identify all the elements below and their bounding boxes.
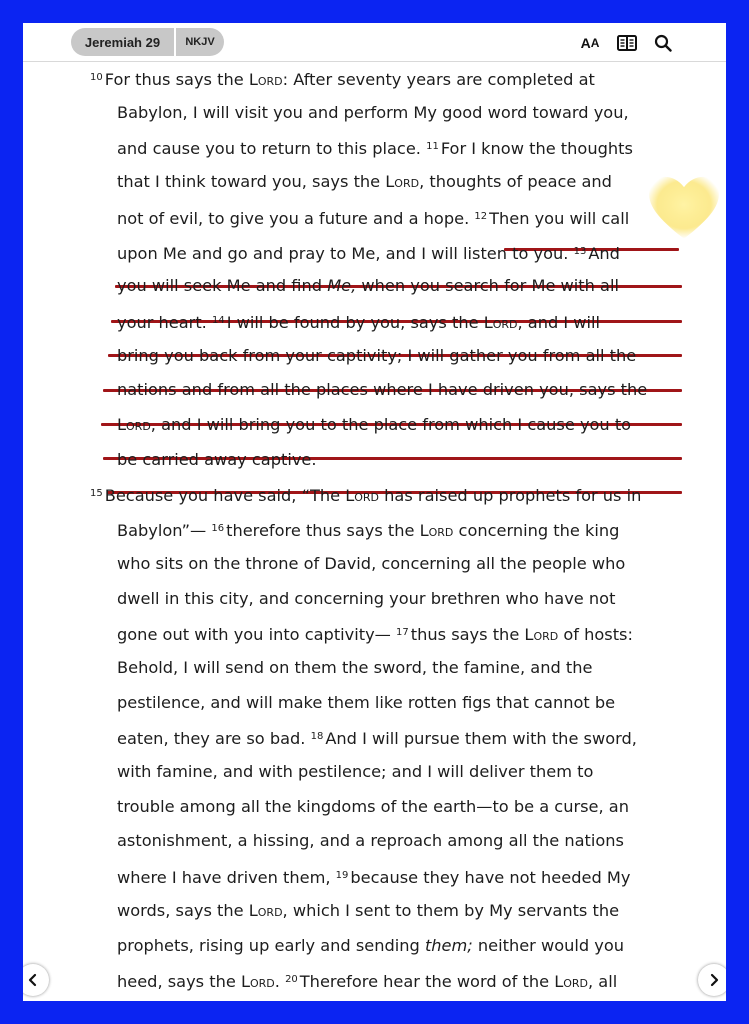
verse-text: words, says the: [117, 900, 249, 920]
verse-line: [117, 269, 619, 304]
book-chapter-selector[interactable]: Jeremiah 29: [71, 28, 174, 56]
verse-text: has raised up prophets for us in: [379, 486, 642, 506]
verse-text: not of evil, to give you a future and a hope.: [117, 208, 475, 228]
verse-text: pestilence, and will make them like rotten figs that cannot be: [117, 692, 616, 712]
verse-number: 11: [426, 141, 439, 153]
verse-text: trouble among all the kingdoms of the earth—to be a curse, an: [117, 796, 629, 816]
divine-name: Lord: [240, 972, 275, 992]
top-toolbar: [23, 23, 726, 62]
verse-line: [117, 755, 593, 790]
verse-line: [117, 304, 600, 339]
verse-line: [117, 96, 629, 131]
verse-text: Babylon, I will visit you and perform My good word toward you,: [117, 102, 629, 122]
verse-line: [117, 963, 617, 998]
verse-text: .: [274, 972, 286, 992]
verse-line: [117, 200, 629, 235]
verse-line: [117, 443, 317, 478]
verse-line: [117, 686, 615, 721]
italic-text: Me,: [327, 276, 357, 296]
scripture-text: [23, 61, 726, 1001]
verse-text: who sits on the throne of David, concerning all the people who: [117, 553, 626, 573]
verse-line: [117, 408, 631, 443]
verse-line: [117, 339, 636, 374]
verse-text: when you search for Me with all: [356, 276, 619, 296]
italic-text: them;: [424, 935, 473, 955]
verse-line: [117, 651, 592, 686]
font-size-label-big: A: [580, 35, 591, 51]
verse-text: where I have driven them,: [117, 868, 336, 888]
verse-text: And: [588, 243, 620, 263]
verse-line: [117, 582, 615, 617]
verse-text: , all: [588, 972, 618, 992]
verse-text: I will be found by you, says the: [226, 312, 484, 332]
verse-line: [117, 130, 633, 165]
verse-number: 19: [335, 870, 349, 882]
verse-line: [117, 165, 612, 200]
verse-text: thus says the: [410, 625, 525, 645]
verse-number: 16: [211, 523, 225, 535]
divine-name: Lord: [554, 972, 589, 992]
verse-text: you will seek Me and find: [117, 276, 328, 296]
divine-name: Lord: [117, 415, 151, 434]
verse-text: upon Me and go and pray to Me, and I will listen to you.: [117, 243, 574, 263]
divine-name: Lord: [524, 625, 559, 645]
verse-number: 13: [573, 245, 587, 257]
verse-text: and cause you to return to this place.: [117, 139, 427, 159]
verse-number: 18: [310, 731, 324, 743]
verse-text: gone out with you into captivity—: [117, 625, 397, 645]
divine-name: Lord: [248, 70, 283, 89]
verse-text: , which I sent to them by My servants the: [282, 900, 620, 920]
chevron-right-icon: [708, 973, 720, 987]
verse-line: [117, 859, 630, 894]
next-chapter-button[interactable]: [698, 964, 726, 996]
verse-line: [90, 477, 641, 512]
verse-number: 12: [474, 210, 488, 222]
verse-text: of hosts:: [558, 625, 633, 645]
verse-text: therefore thus says the: [226, 521, 420, 541]
chevron-left-icon: [27, 973, 39, 987]
verse-text: , and I will: [517, 312, 601, 332]
verse-text: , and I will bring you to the place from which I cause you to: [150, 415, 632, 434]
font-size-label-small: A: [590, 36, 600, 50]
verse-text: Then you will call: [489, 208, 630, 228]
verse-text: because they have not heeded My: [350, 868, 631, 888]
verse-line: [117, 373, 647, 408]
verse-line: [117, 547, 625, 582]
version-selector[interactable]: NKJV: [176, 28, 224, 56]
verse-line: [90, 61, 595, 96]
verse-number: 20: [285, 974, 298, 986]
verse-text: heed, says the: [117, 972, 241, 992]
verse-text: bring you back from your captivity; I will gather you from all the: [117, 345, 637, 365]
verse-text: , thoughts of peace and: [419, 172, 612, 192]
verse-text: dwell in this city, and concerning your brethren who have not: [117, 588, 616, 608]
verse-text: Therefore hear the word of the: [299, 972, 555, 992]
verse-text: concerning the king: [453, 521, 620, 541]
verse-number: 10: [90, 72, 103, 83]
font-size-button[interactable]: [578, 32, 602, 54]
verse-text: Babylon”—: [117, 521, 212, 541]
verse-text: prophets, rising up early and sending: [117, 935, 425, 955]
verse-line: [117, 720, 637, 755]
verse-text: neither would you: [472, 935, 625, 955]
verse-text: that I think toward you, says the: [117, 172, 386, 192]
divine-name: Lord: [483, 312, 518, 332]
verse-text: For I know the thoughts: [440, 139, 633, 159]
verse-line: [117, 616, 633, 651]
verse-text: your heart.: [117, 312, 212, 332]
verse-line: [117, 894, 619, 929]
verse-line: [117, 235, 620, 270]
divine-name: Lord: [419, 521, 454, 541]
verse-text: For thus says the: [104, 70, 249, 89]
reader-page: [23, 23, 726, 1001]
verse-line: [117, 929, 624, 964]
divine-name: Lord: [248, 900, 283, 920]
verse-text: Behold, I will send on them the sword, the famine, and the: [117, 657, 593, 677]
verse-number: 15: [90, 488, 103, 500]
verse-text: astonishment, a hissing, and a reproach among all the nations: [117, 831, 624, 851]
verse-text: be carried away captive.: [117, 449, 317, 469]
verse-text: with famine, and with pestilence; and I will deliver them to: [117, 762, 594, 781]
verse-number: 17: [396, 627, 409, 639]
heart-icon: [641, 163, 726, 249]
verse-text: : After seventy years are completed at: [282, 70, 595, 89]
verse-line: [117, 790, 629, 825]
book-icon[interactable]: [615, 32, 639, 54]
divine-name: Lord: [385, 172, 420, 192]
verse-text: And I will pursue them with the sword,: [325, 729, 637, 749]
verse-text: nations and from all the places where I have driven you, says the: [117, 380, 648, 400]
verse-text: Because you have said, “The: [104, 486, 346, 506]
divine-name: Lord: [345, 486, 380, 506]
search-icon[interactable]: [651, 32, 675, 54]
verse-line: [117, 824, 624, 859]
verse-number: 14: [211, 314, 225, 326]
verse-text: eaten, they are so bad.: [117, 729, 311, 749]
verse-line: [117, 512, 619, 547]
